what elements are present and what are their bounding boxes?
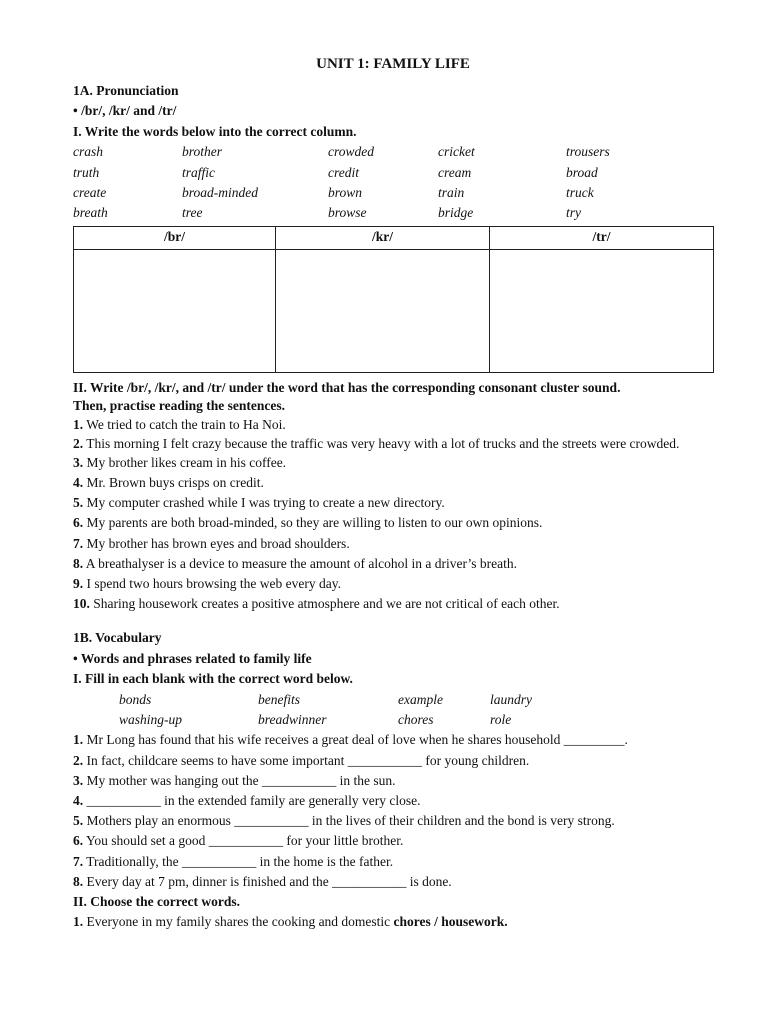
word: broad	[566, 164, 598, 180]
word-row	[119, 710, 713, 730]
item-text: ___________ in the extended family are generally very close.	[86, 792, 421, 808]
vocabulary-items	[73, 730, 713, 892]
word-row	[119, 690, 713, 710]
item-number: 1.	[73, 914, 84, 930]
item-choice: chores / housework.	[393, 914, 508, 930]
item-number: 1.	[73, 732, 84, 748]
word: train	[438, 184, 465, 200]
column-header-kr: /kr/	[276, 226, 490, 249]
item-number: 3.	[73, 772, 84, 788]
sentence	[73, 493, 713, 513]
choose-item	[73, 912, 713, 932]
word: role	[490, 711, 512, 727]
word: crash	[73, 144, 103, 160]
sentence-text: We tried to catch the train to Ha Noi.	[86, 416, 286, 432]
fill-blank-item	[73, 730, 713, 750]
item-number: 5.	[73, 813, 84, 829]
column-header-br: /br/	[74, 226, 276, 249]
sentence	[73, 554, 713, 574]
word: truck	[566, 184, 594, 200]
sentence-text: My parents are both broad-minded, so they are willing to listen to our own opinions.	[86, 515, 543, 531]
item-text: Mr Long has found that his wife receives a great deal of love when he shares household _________.	[86, 732, 628, 748]
sentence-text: A breathalyser is a device to measure the amount of alcohol in a driver’s breath.	[85, 555, 517, 571]
sentence-number: 6.	[73, 515, 84, 531]
word: breath	[73, 205, 108, 221]
word: crowded	[328, 144, 374, 160]
item-text: Everyone in my family shares the cooking and domestic	[86, 914, 394, 930]
word: browse	[328, 205, 367, 221]
answer-cell-br[interactable]	[74, 249, 276, 372]
word: truth	[73, 164, 100, 180]
word: brother	[182, 144, 222, 160]
section-a-bullet: • /br/, /kr/ and /tr/	[73, 103, 177, 119]
fill-blank-item	[73, 791, 713, 811]
sentence-text: My brother likes cream in his coffee.	[86, 454, 287, 470]
sentence	[73, 435, 713, 453]
word: chores	[398, 711, 434, 727]
sentence-number: 9.	[73, 576, 84, 592]
word: try	[566, 205, 581, 221]
sentence-text: Sharing housework creates a positive atmosphere and we are not critical of each other.	[93, 596, 560, 612]
item-number: 7.	[73, 853, 84, 869]
sentence-number: 7.	[73, 535, 84, 551]
column-header-tr: /tr/	[490, 226, 714, 249]
pronunciation-word-grid	[73, 142, 713, 224]
word: example	[398, 691, 443, 707]
item-text: In fact, childcare seems to have some important ___________ for young children.	[86, 752, 530, 768]
word: bonds	[119, 691, 152, 707]
word-row	[73, 163, 713, 183]
word: breadwinner	[258, 711, 327, 727]
word-row	[73, 203, 713, 223]
item-text: You should set a good ___________ for your little brother.	[86, 833, 404, 849]
sentence-number: 2.	[73, 435, 84, 451]
sentence-number: 10.	[73, 596, 90, 612]
task2-line: Then, practise reading the sentences.	[73, 397, 285, 413]
section-a-heading: 1A. Pronunciation	[73, 83, 179, 98]
section-b-task1: I. Fill in each blank with the correct word below.	[73, 671, 353, 687]
item-text: My mother was hanging out the ___________ in the sun.	[86, 772, 396, 788]
section-b-heading: 1B. Vocabulary	[73, 630, 162, 646]
sentence-number: 1.	[73, 416, 84, 432]
word: cricket	[438, 144, 475, 160]
answer-cell-kr[interactable]	[276, 249, 490, 372]
sentence-text: This morning I felt crazy because the traffic was very heavy with a lot of trucks and the streets were crowded.	[86, 435, 680, 451]
task2-line: II. Write /br/, /kr/, and /tr/ under the word that has the corresponding consonant cluster sound.	[73, 379, 621, 395]
word: brown	[328, 184, 363, 200]
word: create	[73, 184, 107, 200]
fill-blank-item	[73, 771, 713, 791]
word: trousers	[566, 144, 610, 160]
word: tree	[182, 205, 203, 221]
sentence	[73, 594, 713, 614]
word: cream	[438, 164, 472, 180]
sentence-number: 3.	[73, 454, 84, 470]
sentence-text: My computer crashed while I was trying to create a new directory.	[86, 495, 445, 511]
sentence-text: Mr. Brown buys crisps on credit.	[86, 475, 264, 491]
word-row	[73, 183, 713, 203]
word: washing-up	[119, 711, 183, 727]
answer-cell-tr[interactable]	[490, 249, 714, 372]
word-row	[73, 142, 713, 162]
item-text: Traditionally, the ___________ in the home is the father.	[86, 853, 394, 869]
sentence-number: 5.	[73, 495, 84, 511]
section-b-bullet: • Words and phrases related to family life	[73, 650, 312, 666]
item-number: 6.	[73, 833, 84, 849]
item-text: Mothers play an enormous ___________ in the lives of their children and the bond is very strong.	[86, 813, 615, 829]
item-text: Every day at 7 pm, dinner is finished and the ___________ is done.	[86, 873, 452, 889]
worksheet-page	[73, 56, 713, 932]
section-a-task2	[73, 379, 713, 415]
sentence	[73, 473, 713, 493]
fill-blank-item	[73, 872, 713, 892]
sentence	[73, 415, 713, 435]
item-number: 2.	[73, 752, 84, 768]
sentence-number: 4.	[73, 475, 84, 491]
section-b-task2: II. Choose the correct words.	[73, 893, 240, 909]
sentence-text: I spend two hours browsing the web every day.	[86, 576, 341, 592]
item-number: 4.	[73, 792, 84, 808]
fill-blank-item	[73, 831, 713, 851]
fill-blank-item	[73, 811, 713, 831]
sentence	[73, 513, 713, 533]
sentence	[73, 534, 713, 554]
sentence	[73, 453, 713, 473]
sound-columns-table	[73, 226, 714, 373]
word: bridge	[438, 205, 474, 221]
item-number: 8.	[73, 873, 84, 889]
word: broad-minded	[182, 184, 258, 200]
section-a-task1: I. Write the words below into the correct column.	[73, 123, 357, 139]
word: laundry	[490, 691, 532, 707]
fill-blank-item	[73, 852, 713, 872]
sentence	[73, 574, 713, 594]
pronunciation-sentences	[73, 415, 713, 615]
sentence-text: My brother has brown eyes and broad shoulders.	[86, 535, 350, 551]
sentence-number: 8.	[73, 555, 84, 571]
word: benefits	[258, 691, 300, 707]
fill-blank-item	[73, 751, 713, 771]
page-title: UNIT 1: FAMILY LIFE	[316, 56, 470, 72]
word: traffic	[182, 164, 215, 180]
vocabulary-word-box	[119, 690, 713, 731]
word: credit	[328, 164, 359, 180]
